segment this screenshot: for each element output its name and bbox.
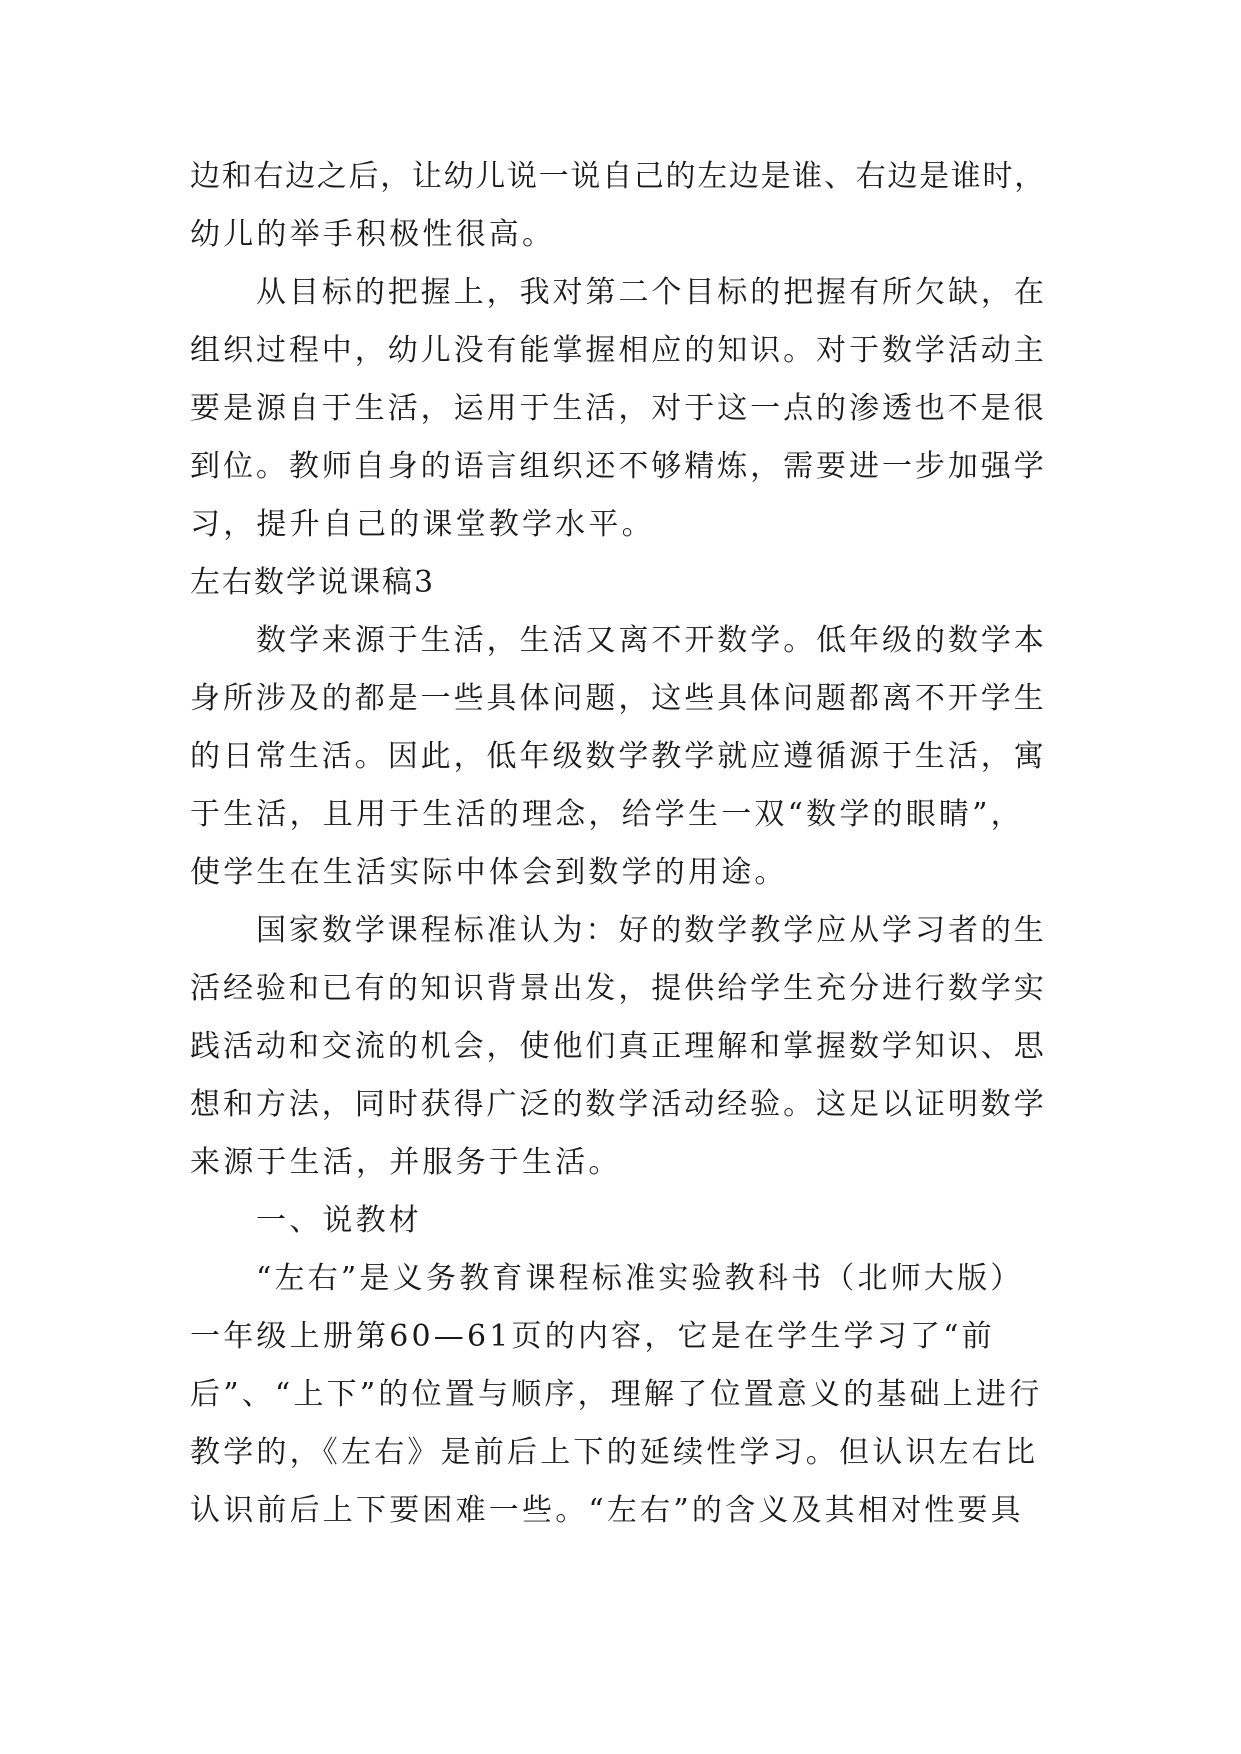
text-line: 后”、“上下”的位置与顺序，理解了位置意义的基础上进行 (190, 1377, 1043, 1412)
text-line: “左右”是义务教育课程标准实验教科书（北师大版） (256, 1261, 1024, 1296)
text-line: 于生活，且用于生活的理念，给学生一双“数学的眼睛”， (190, 797, 1024, 832)
text-line: 组织过程中，幼儿没有能掌握相应的知识。对于数学活动主 (190, 333, 1047, 368)
section-title: 左右数学说课稿3 (190, 565, 436, 600)
text-line: 一年级上册第60—61页的内容，它是在学生学习了“前 (190, 1319, 995, 1354)
text-line: 活经验和已有的知识背景出发，提供给学生充分进行数学实 (190, 971, 1047, 1006)
text-line: 边和右边之后，让幼儿说一说自己的左边是谁、右边是谁时， (190, 159, 1046, 194)
text-line: 国家数学课程标准认为：好的数学教学应从学习者的生 (256, 913, 1047, 948)
text-line: 到位。教师自身的语言组织还不够精炼，需要进一步加强学 (190, 449, 1047, 484)
text-line: 教学的，《左右》是前后上下的延续性学习。但认识左右比 (190, 1435, 1039, 1470)
text-line: 来源于生活，并服务于生活。 (190, 1145, 622, 1180)
text-line: 要是源自于生活，运用于生活，对于这一点的渗透也不是很 (190, 391, 1047, 426)
text-line: 幼儿的举手积极性很高。 (190, 217, 556, 252)
text-line: 身所涉及的都是一些具体问题，这些具体问题都离不开学生 (190, 681, 1047, 716)
document-page (190, 148, 1052, 1540)
text-line: 使学生在生活实际中体会到数学的用途。 (190, 855, 788, 890)
text-line: 的日常生活。因此，低年级数学教学就应遵循源于生活，寓 (190, 739, 1047, 774)
text-line: 从目标的把握上，我对第二个目标的把握有所欠缺，在 (256, 275, 1047, 310)
subsection-heading: 一、说教材 (256, 1203, 422, 1238)
text-line: 习，提升自己的课堂教学水平。 (190, 507, 655, 542)
text-line: 数学来源于生活，生活又离不开数学。低年级的数学本 (256, 623, 1047, 658)
text-line: 认识前后上下要困难一些。“左右”的含义及其相对性要具 (190, 1493, 1024, 1528)
text-line: 想和方法，同时获得广泛的数学活动经验。这足以证明数学 (190, 1087, 1047, 1122)
text-line: 践活动和交流的机会，使他们真正理解和掌握数学知识、思 (190, 1029, 1047, 1064)
